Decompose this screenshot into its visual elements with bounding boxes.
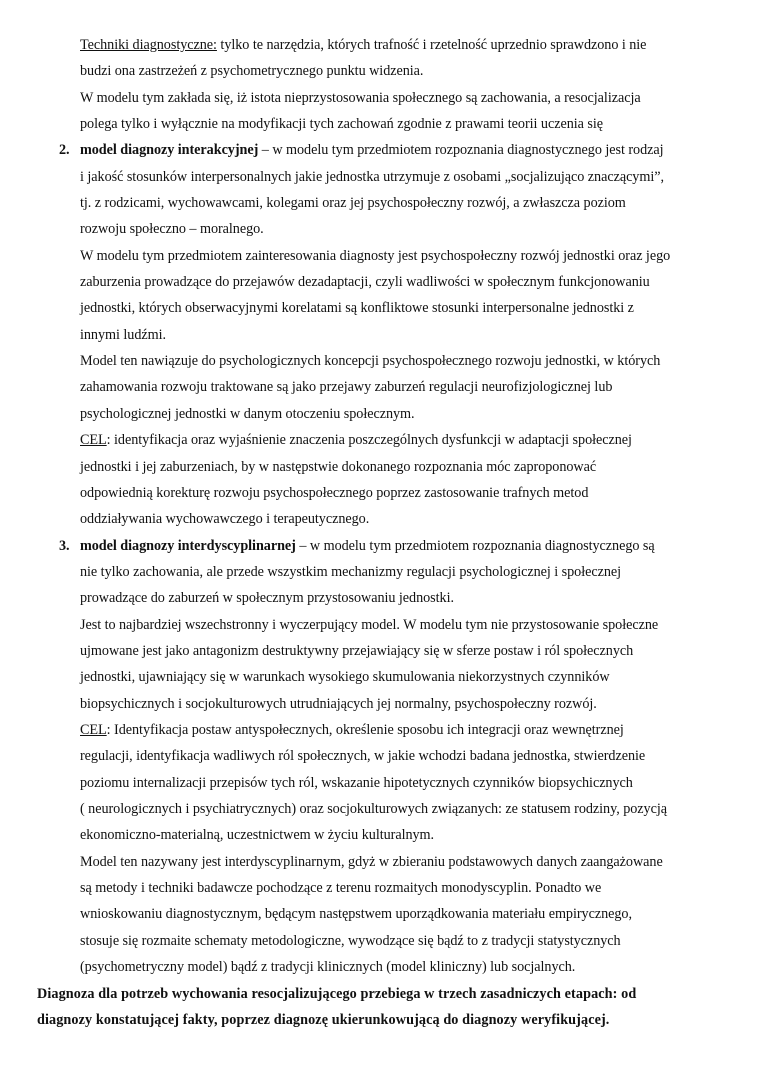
item-2-line-11: psychologicznej jednostki w danym otoczeniu społecznym. (80, 406, 415, 422)
item-3-cel-line-1: CEL: Identyfikacja postaw antyspołecznych, określenie sposobu ich integracji oraz wewnętrznej (80, 722, 624, 738)
item-3-cel-label: CEL (80, 722, 107, 738)
item-3-line-7: biopsychicznych i socjokulturowych utrudniających jej normalny, psychospołeczny rozwój. (80, 696, 597, 712)
item-2-cel-line-4: oddziaływania wychowawczego i terapeutycznego. (80, 511, 370, 527)
item-2-line-9: Model ten nawiązuje do psychologicznych koncepcji psychospołecznego rozwoju jednostki, w których (80, 353, 661, 369)
item-2-cel-line-3: odpowiednią korekturę rozwoju psychospołecznego poprzez zastosowanie trafnych metod (80, 485, 589, 501)
footer-line-1: Diagnoza dla potrzeb wychowania resocjalizującego przebiega w trzech zasadniczych etapach: od (37, 986, 637, 1002)
item-2-line-3: tj. z rodzicami, wychowawcami, kolegami oraz jej psychospołeczny rozwój, a zwłaszcza poziom (80, 195, 626, 211)
item-3-line-4: Jest to najbardziej wszechstronny i wyczerpujący model. W modelu tym nie przystosowanie społeczne (80, 617, 659, 633)
techniki-label: Techniki diagnostyczne: (80, 37, 217, 53)
item-2-line-2: i jakość stosunków interpersonalnych jakie jednostka utrzymuje z osobami „socjalizująco znaczącymi”, (80, 169, 664, 185)
item-2-line-6: zaburzenia prowadzące do przejawów dezadaptacji, czyli wadliwości w społecznym funkcjonowaniu (80, 274, 650, 290)
item-2-line-5: W modelu tym przedmiotem zainteresowania diagnosty jest psychospołeczny rozwój jednostki oraz jego (80, 248, 671, 264)
item-2-title: model diagnozy interakcyjnej (80, 142, 259, 158)
item-3-cel-line-2: regulacji, identyfikacja wadliwych ról społecznych, w jakie wchodzi badana jednostka, stwierdzenie (80, 748, 646, 764)
item-2-line-1: model diagnozy interakcyjnej – w modelu tym przedmiotem rozpoznania diagnostycznego jest rodzaj (80, 142, 664, 158)
intro-line-4: polega tylko i wyłącznie na modyfikacji tych zachowań zgodnie z prawami teorii uczenia się (80, 116, 603, 132)
item-3-line-6: jednostki, ujawniający się w warunkach wysokiego skumulowania niekorzystnych czynników (80, 669, 610, 685)
item-3-line-1: model diagnozy interdyscyplinarnej – w modelu tym przedmiotem rozpoznania diagnostycznego są (80, 538, 655, 554)
item-2-line-10: zahamowania rozwoju traktowane są jako przejawy zaburzeń regulacji neurofizjologicznej lub (80, 379, 613, 395)
item-2-cel-line-1: CEL: identyfikacja oraz wyjaśnienie znaczenia poszczególnych dysfunkcji w adaptacji społecznej (80, 432, 632, 448)
intro-line-1: Techniki diagnostyczne: tylko te narzędzia, których trafność i rzetelność uprzednio sprawdzono i nie (80, 37, 647, 53)
item-2-line-7: jednostki, których obserwacyjnymi korelatami są konfliktowe stosunki interpersonalne jednostki z (80, 300, 634, 316)
item-3-cel-line-5: ekonomiczno-materialną, uczestnictwem w życiu kulturalnym. (80, 827, 435, 843)
item-3-cel-line-3: poziomu internalizacji przepisów tych ról, wskazanie hipotetycznych czynników biopsychicznych (80, 775, 633, 791)
item-3-model-line-4: stosuje się rozmaite schematy metodologiczne, wywodzące się bądź to z tradycji statystycznych (80, 933, 621, 949)
item-3-cel-line-4: ( neurologicznych i psychiatrycznych) oraz socjokulturowych związanych: ze statusem rodziny, pozycją (80, 801, 667, 817)
item-3-line-5: ujmowane jest jako antagonizm destruktywny przejawiający się w sferze postaw i ról społecznych (80, 643, 634, 659)
item-3-line-3: prowadzące do zaburzeń w społecznym przystosowaniu jednostki. (80, 590, 454, 606)
footer-line-2: diagnozy konstatującej fakty, poprzez diagnozę ukierunkowującą do diagnozy weryfikującej. (37, 1012, 610, 1028)
item-2-number: 2. (59, 142, 70, 158)
item-2-line-8: innymi ludźmi. (80, 327, 166, 343)
item-2-cel-label: CEL (80, 432, 107, 448)
intro-line-2: budzi ona zastrzeżeń z psychometrycznego punktu widzenia. (80, 63, 424, 79)
item-3-model-line-3: wnioskowaniu diagnostycznym, będącym następstwem uporządkowania materiału empirycznego, (80, 906, 632, 922)
item-2-cel-line-2: jednostki i jej zaburzeniach, by w następstwie dokonanego rozpoznania móc zaproponować (80, 459, 597, 475)
item-3-model-line-1: Model ten nazywany jest interdyscyplinarnym, gdyż w zbieraniu podstawowych danych zaangażowane (80, 854, 663, 870)
item-3-number: 3. (59, 538, 70, 554)
item-3-line-2: nie tylko zachowania, ale przede wszystkim mechanizmy regulacji psychologicznej i społecznej (80, 564, 622, 580)
item-3-model-line-2: są metody i techniki badawcze pochodzące z terenu rozmaitych monodyscyplin. Ponadto we (80, 880, 602, 896)
item-3-model-line-5: (psychometryczny model) bądź z tradycji klinicznych (model kliniczny) lub socjalnych. (80, 959, 576, 975)
item-3-title: model diagnozy interdyscyplinarnej (80, 538, 296, 554)
intro-line-3: W modelu tym zakłada się, iż istota nieprzystosowania społecznego są zachowania, a resocjalizacja (80, 90, 641, 106)
item-2-line-4: rozwoju społeczno – moralnego. (80, 221, 264, 237)
